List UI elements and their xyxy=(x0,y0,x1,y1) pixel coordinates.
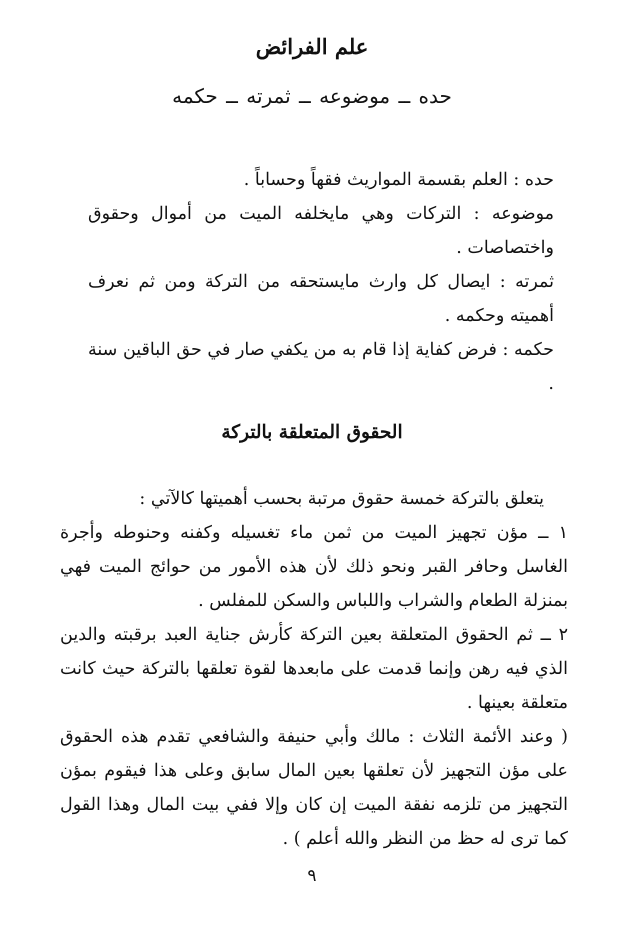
definition-thamara: ثمرته : ايصال كل وارث مايستحقه من التركة ومن ثم نعرف أهميته وحكمه . xyxy=(88,272,554,326)
page-title: علم الفرائض xyxy=(255,34,369,59)
section-intro: يتعلق بالتركة خمسة حقوق مرتبة بحسب أهميتها كالآتي : xyxy=(139,489,544,509)
definition-hukm: حكمه : فرض كفاية إذا قام به من يكفي صار في حق الباقين سنة . xyxy=(88,340,554,394)
definition-hadd: حده : العلم بقسمة المواريث فقهاً وحساباً . xyxy=(243,170,554,190)
section-note: ( وعند الأئمة الثلاث : مالك وأبي حنيفة والشافعي تقدم هذه الحقوق على مؤن التجهيز لأن تعلقها بعين المال سابق وعلى هذا فيقوم بمؤن التجهيز من تلزمه نفقة الميت إن كان وإلا ففي بيت المال وهذا القول كما ترى له حظ من النظر والله أعلم ) . xyxy=(60,727,568,849)
list-item: ٢ ــ ثم الحقوق المتعلقة بعين التركة كأرش جناية العبد برقبته والدين الذي فيه رهن وإنما قدمت على مابعدها لقوة تعلقها بالتركة حيث كانت متعلقة بعينها . xyxy=(60,625,568,713)
definitions-block xyxy=(88,163,554,401)
list-item: ١ ــ مؤن تجهيز الميت من ثمن ماء تغسيله وكفنه وحنوطه وأجرة الغاسل وحافر القبر ونحو ذلك لأن هذه الأمور من حوائج الميت فهي بمنزلة الطعام والشراب واللباس والسكن للمفلس . xyxy=(60,523,568,611)
section-heading: الحقوق المتعلقة بالتركة xyxy=(221,422,403,443)
rights-block xyxy=(60,482,568,856)
definition-mawdoo: موضوعه : التركات وهي مايخلفه الميت من أموال وحقوق واختصاصات . xyxy=(88,204,554,258)
page-number: ٩ xyxy=(307,866,317,886)
page-subtitle: حده ــ موضوعه ــ ثمرته ــ حكمه xyxy=(172,84,452,108)
